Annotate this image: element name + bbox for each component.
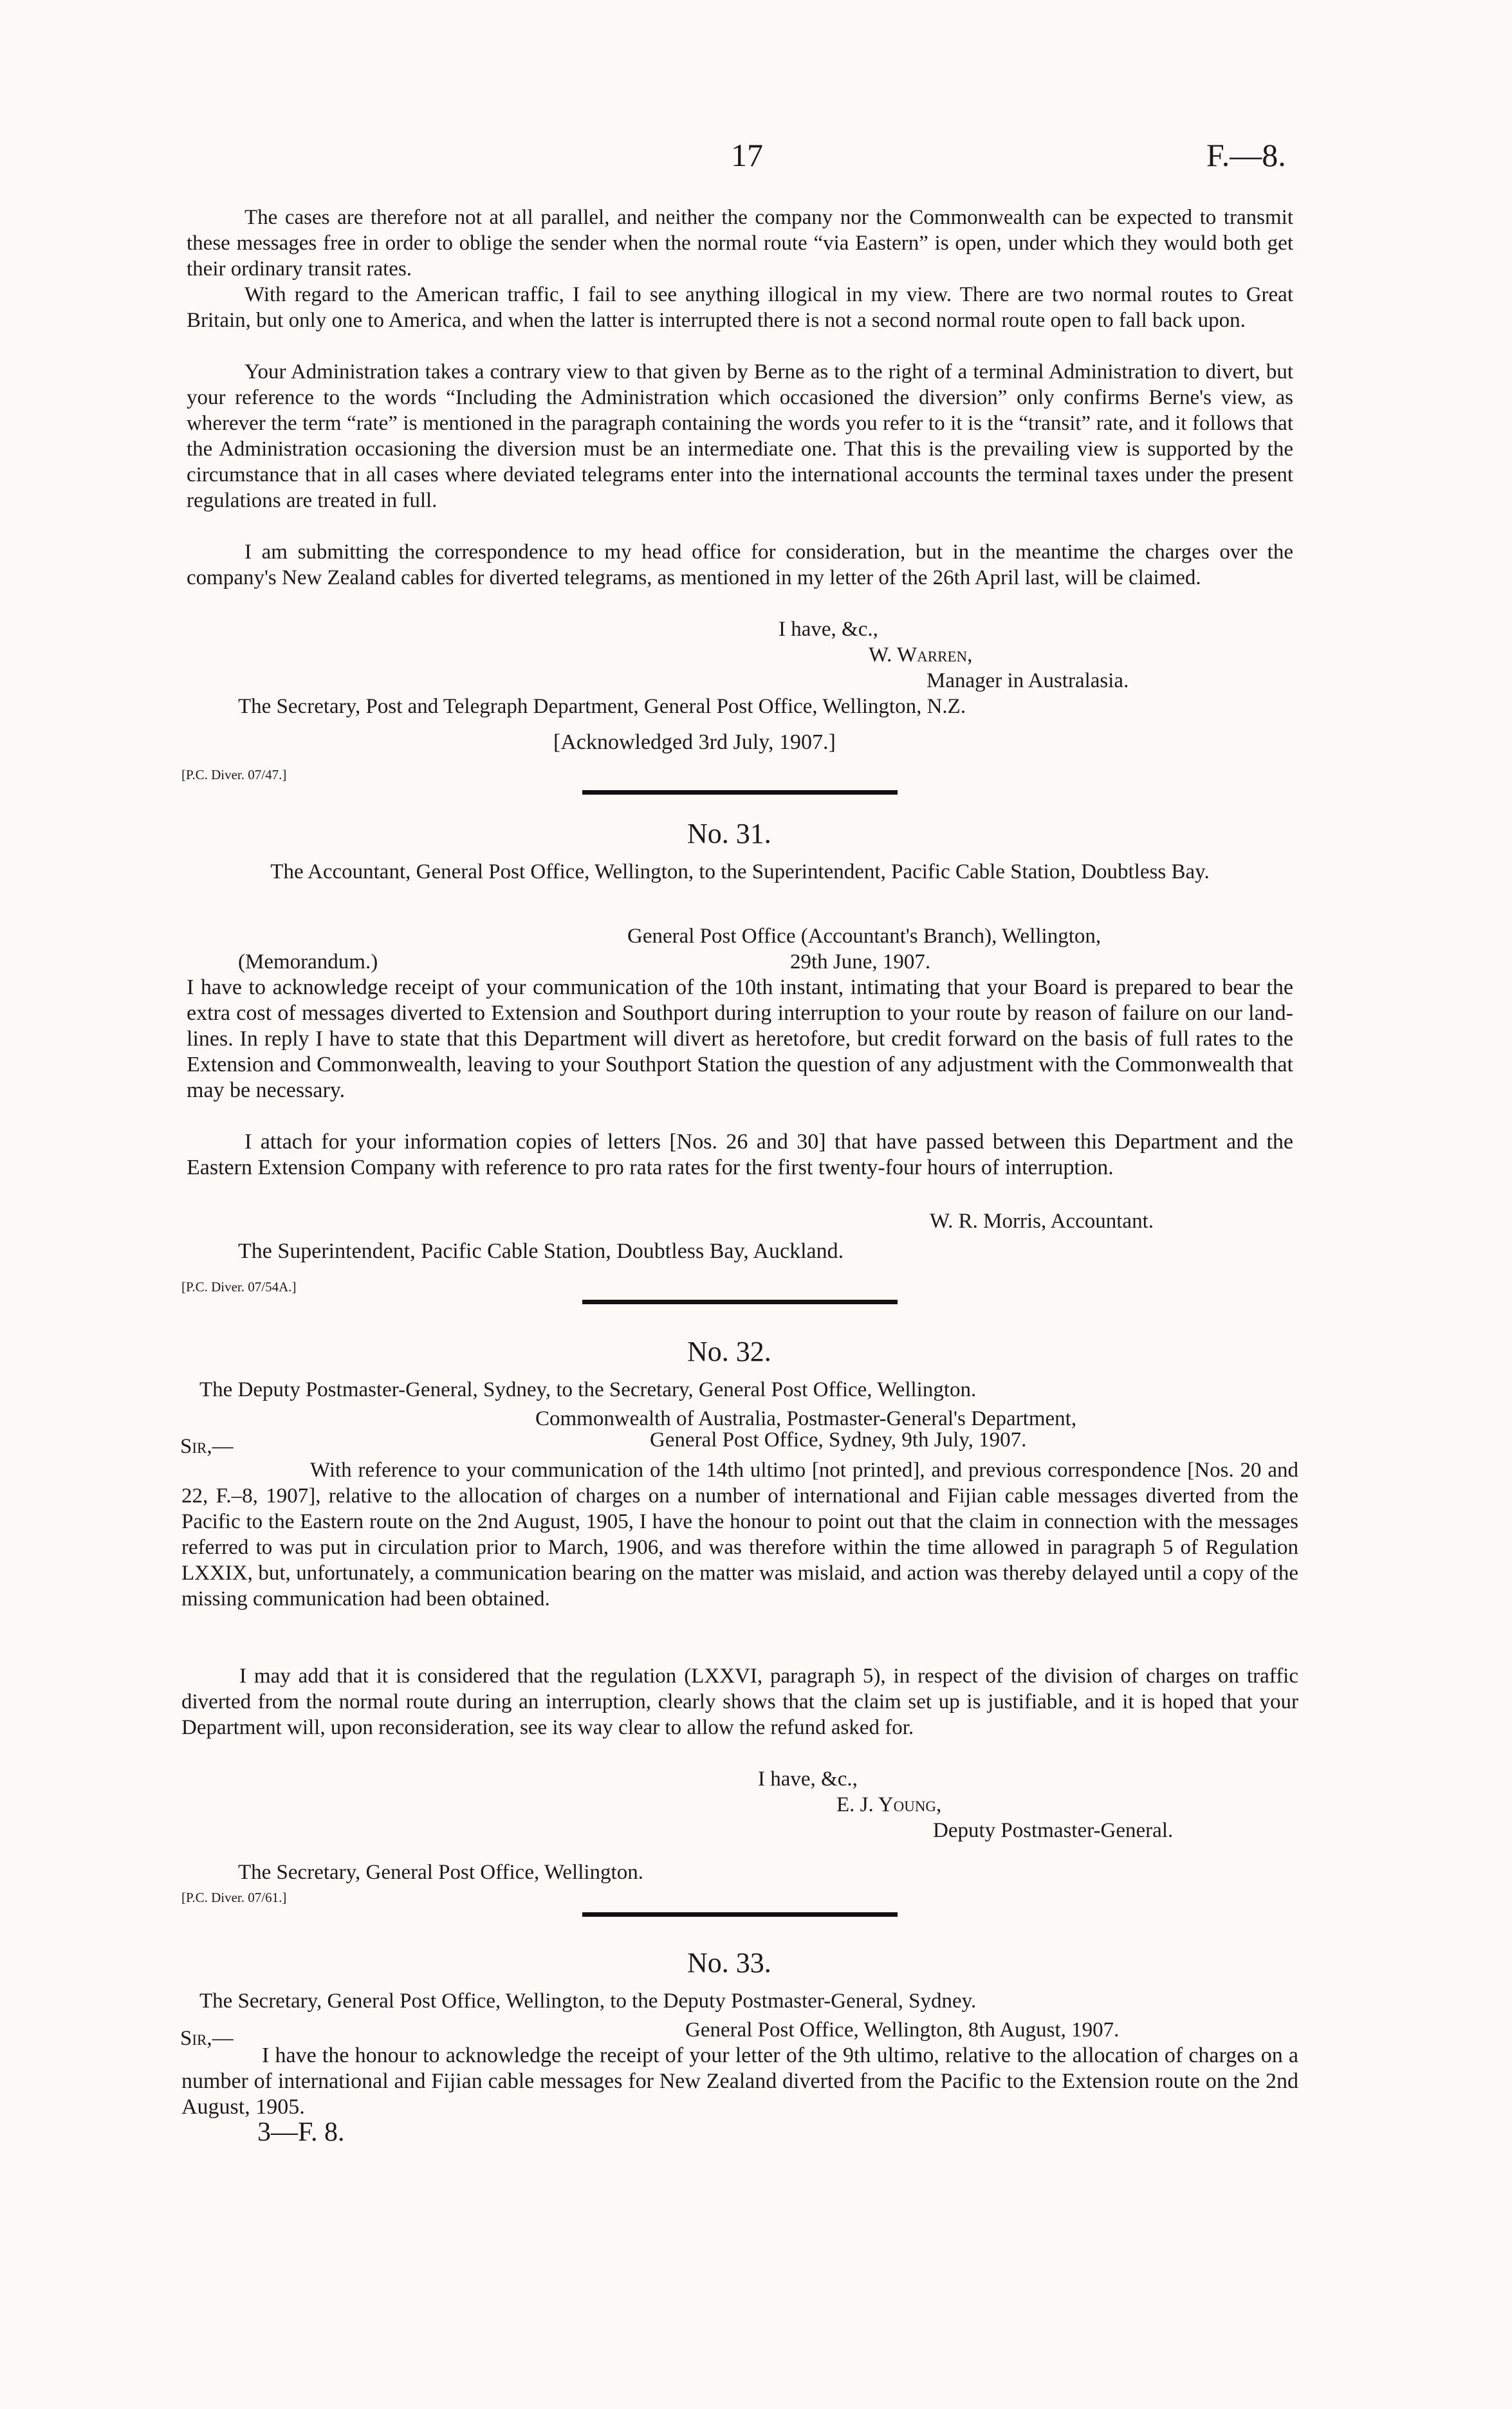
acknowledgement-note: [Acknowledged 3rd July, 1907.] (553, 730, 836, 754)
file-reference: [P.C. Diver. 07/61.] (181, 1890, 287, 1905)
signatory: W. Warren, (869, 643, 973, 667)
letter-heading: No. 33. (687, 1947, 771, 1979)
letter-date: General Post Office, Sydney, 9th July, 1907. (650, 1428, 1027, 1452)
salutation: Sir,— (180, 1435, 234, 1458)
sender-address: Commonwealth of Australia, Postmaster-General's Department, (535, 1407, 1077, 1430)
salutation: Sir,— (180, 2027, 234, 2050)
closing: I have, &c., (779, 618, 878, 641)
letter-heading: No. 31. (687, 818, 771, 849)
signatory-title: Deputy Postmaster-General. (933, 1819, 1174, 1842)
letter-heading: No. 32. (687, 1336, 771, 1367)
paragraph: I have to acknowledge receipt of your communication of the 10th instant, intimating that your Board is prepared to bear the extra cost of messages diverted to Extension and Southport during interruption to your route by reason of failure on our land-lines. In reply I have to state that this Department will divert as heretofore, but credit forward on the basis of full rates to the Extension and Commonwealth, leaving to your Southport Station the question of any adjustment with the Commonwealth that may be necessary. (187, 975, 1293, 1102)
sender-address: General Post Office (Accountant's Branch), Wellington, (627, 925, 1102, 948)
letter-from-to: The Deputy Postmaster-General, Sydney, to the Secretary, General Post Office, Wellington. (199, 1378, 977, 1401)
signature-mark: 3—F. 8. (257, 2118, 345, 2147)
page-number: 17 (731, 137, 763, 173)
closing: I have, &c., (758, 1768, 858, 1791)
addressee: The Secretary, General Post Office, Wellington. (238, 1861, 643, 1884)
paragraph: I may add that it is considered that the regulation (LXXVI, paragraph 5), in respect of the division of charges on traffic diverted from the normal route during an interruption, clearly shows that the claim set up is justifiable, and it is hoped that your Department will, upon reconsideration, see its way clear to allow the refund asked for. (181, 1665, 1298, 1739)
paragraph: The cases are therefore not at all parallel, and neither the company nor the Commonwealth can be expected to transmit these messages free in order to oblige the sender when the normal route “via Eastern” is open, under which they would both get their ordinary transit rates. (187, 206, 1293, 281)
memorandum-label: (Memorandum.) (238, 950, 378, 974)
signatory: W. R. Morris, Accountant. (930, 1210, 1154, 1233)
signatory: E. J. Young, (836, 1793, 942, 1816)
signatory-title: Manager in Australasia. (927, 669, 1129, 692)
addressee: The Secretary, Post and Telegraph Department, General Post Office, Wellington, N.Z. (238, 695, 966, 718)
section-divider (582, 790, 898, 795)
letter-date: General Post Office, Wellington, 8th August, 1907. (685, 2018, 1120, 2042)
section-divider (582, 1912, 898, 1917)
section-divider (582, 1300, 898, 1304)
letter-from-to: The Accountant, General Post Office, Wellington, to the Superintendent, Pacific Cable Station, Doubtless Bay. (270, 860, 1210, 883)
paragraph: I attach for your information copies of letters [Nos. 26 and 30] that have passed between this Department and the Eastern Extension Company with reference to pro rata rates for the first twenty-four hours of interruption. (187, 1130, 1293, 1179)
paragraph: With reference to your communication of the 14th ultimo [not printed], and previous correspondence [Nos. 20 and 22, F.–8, 1907], relative to the allocation of charges on a number of international and Fijian cable messages diverted from the Pacific to the Eastern route on the 2nd August, 1905, I have the honour to point out that the claim in connection with the messages referred to was put in circulation prior to March, 1906, and was therefore within the time allowed in paragraph 5 of Regulation LXXIX, but, unfortunately, a communication bearing on the matter was mislaid, and action was thereby delayed until a copy of the missing communication had been obtained. (181, 1459, 1298, 1611)
letter-from-to: The Secretary, General Post Office, Wellington, to the Deputy Postmaster-General, Sydney. (199, 1989, 977, 2013)
paragraph: With regard to the American traffic, I fail to see anything illogical in my view. There are two normal routes to Great Britain, but only one to America, and when the latter is interrupted there is not a second normal route open to fall back upon. (187, 283, 1293, 332)
addressee: The Superintendent, Pacific Cable Station, Doubtless Bay, Auckland. (238, 1239, 844, 1263)
file-reference: [P.C. Diver. 07/54A.] (181, 1279, 297, 1295)
paragraph: Your Administration takes a contrary view to that given by Berne as to the right of a terminal Administration to divert, but your reference to the words “Including the Administration which occasioned the diversion” only confirms Berne's view, as wherever the term “rate” is mentioned in the paragraph containing the words you refer to it is the “transit” rate, and it follows that the Administration occasioning the diversion must be an intermediate one. That this is the prevailing view is supported by the circumstance that in all cases where deviated telegrams enter into the international accounts the terminal taxes under the present regulations are treated in full. (187, 360, 1293, 512)
document-reference: F.—8. (1206, 137, 1286, 173)
paragraph: I have the honour to acknowledge the receipt of your letter of the 9th ultimo, relative to the allocation of charges on a number of international and Fijian cable messages for New Zealand diverted from the Pacific to the Extension route on the 2nd August, 1905. (181, 2044, 1298, 2119)
file-reference: [P.C. Diver. 07/47.] (181, 767, 287, 782)
letter-date: 29th June, 1907. (790, 950, 931, 974)
paragraph: I am submitting the correspondence to my head office for consideration, but in the meantime the charges over the company's New Zealand cables for diverted telegrams, as mentioned in my letter of the 26th April last, will be claimed. (187, 540, 1293, 589)
